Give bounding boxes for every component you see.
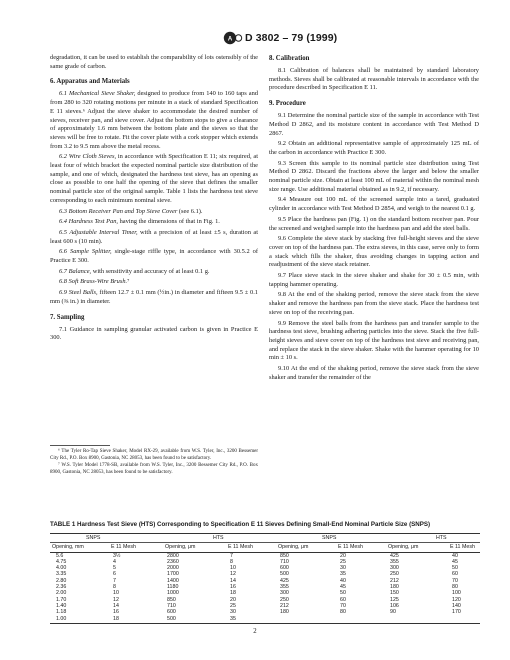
- paragraph-6-5: [50, 229, 258, 246]
- paragraph-6-6: [50, 248, 258, 265]
- footnote-divider: [50, 445, 110, 446]
- table-cell: 300: [390, 565, 399, 572]
- table-cell: 500: [165, 616, 228, 624]
- table-cell: 70: [340, 602, 346, 609]
- table-cell: 60: [452, 571, 458, 578]
- table-cell: 120: [452, 596, 461, 603]
- svg-text:A: A: [227, 36, 233, 43]
- table-cell: 180: [390, 584, 399, 591]
- table-cell: 500: [280, 571, 289, 578]
- table-cell: 2.80: [56, 577, 67, 584]
- table-cell: 10: [230, 565, 236, 572]
- table-cell: 14: [230, 577, 236, 584]
- table-cell: 5.6: [56, 552, 64, 559]
- table-cell: 20: [230, 596, 236, 603]
- table-cell: 1700: [167, 571, 179, 578]
- table-cell: 8: [113, 584, 116, 591]
- table-cell: 2800: [167, 552, 179, 559]
- column-header: E 11 Mesh: [450, 543, 480, 552]
- table-cell: 1.18: [56, 609, 67, 616]
- term: 6.9 Steel Balls,: [59, 289, 98, 297]
- table-cell: 850: [280, 552, 289, 559]
- term: 6.6 Sample Splitter,: [59, 248, 112, 256]
- group-header: SNPS: [278, 534, 388, 543]
- table-cell: 80: [452, 584, 458, 591]
- paragraph-9-5: 9.5 Place the hardness pan (Fig. 1) on the standard bottom receiver pan. Pour the screened and weighed sample into the hardness pan and add the steel balls.: [269, 215, 479, 232]
- table-cell: 16: [113, 609, 119, 616]
- term: 6.5 Adjustable Interval Timer,: [59, 228, 138, 236]
- standard-designation: D 3802 – 79 (1999): [245, 32, 338, 44]
- table-row: [50, 616, 480, 624]
- table-group-header-row: [50, 534, 480, 543]
- term: 6.8 Soft Brass-Wire Brush.: [59, 278, 128, 286]
- table-cell: 425: [390, 552, 399, 559]
- table-cell: 40: [340, 577, 346, 584]
- paragraph-6-3: [50, 208, 258, 217]
- table-cell: 45: [452, 558, 458, 565]
- table-cell: 355: [280, 584, 289, 591]
- table-cell: 20: [340, 552, 346, 559]
- column-header: E 11 Mesh: [338, 543, 388, 552]
- text: (see 6.1).: [177, 207, 203, 215]
- table-cell: 18: [111, 616, 165, 624]
- table-cell: [450, 616, 480, 624]
- paragraph-9-7: 9.7 Place sieve stack in the sieve shaker and shake for 30 ± 0.5 min, with tapping hammer operating.: [269, 272, 479, 288]
- table-cell: 1180: [167, 584, 179, 591]
- term: 6.4 Hardness Test Pan,: [59, 218, 118, 226]
- paragraph-6-7: [50, 268, 258, 277]
- table-cell: [278, 616, 338, 624]
- term: 6.3 Bottom Receiver Pan and Top Sieve Cover: [59, 207, 178, 215]
- table-cell: 30: [340, 565, 346, 572]
- table-cell: 6: [113, 571, 116, 578]
- table-cell: 250: [390, 571, 399, 578]
- table-cell: [388, 616, 450, 624]
- table-cell: [338, 616, 388, 624]
- table-cell: 12: [230, 571, 236, 578]
- group-header: SNPS: [50, 534, 165, 543]
- table-cell: 1.00: [50, 616, 111, 624]
- table-cell: 355: [390, 558, 399, 565]
- column-header: E 11 Mesh: [111, 543, 165, 552]
- paragraph-9-2: 9.2 Obtain an additional representative sample of approximately 125 mL of the carbon in accordance with Practice E 300.: [269, 140, 479, 156]
- group-header: HTS: [388, 534, 480, 543]
- table-cell: 90: [390, 609, 396, 616]
- table-cell: 4.75: [56, 558, 67, 565]
- table-row: [50, 552, 480, 559]
- table-cell: 80: [340, 609, 346, 616]
- table-cell: 170: [452, 609, 461, 616]
- table-cell: 25: [230, 602, 236, 609]
- paragraph-7-1: 7.1 Guidance in sampling granular activated carbon is given in Practice E 300.: [50, 325, 258, 342]
- paragraph-9-3: 9.3 Screen this sample to its nominal particle size distribution using Test Method D 2862. Discard the fractions above the larger and below the smaller nominal particle size. Obtain at least 100 mL of material within the nominal mesh size range. Use additional material obtained as in 9.2, if necessary.: [269, 159, 479, 193]
- table-cell: 300: [280, 590, 289, 597]
- text: with a precision of at least ±5 s, duration at least 600 s (10 min).: [50, 228, 258, 245]
- section-9-heading: 9. Procedure: [269, 100, 306, 108]
- table-cell: 7: [113, 577, 116, 584]
- page-number: 2: [253, 628, 257, 635]
- table-cell: 8: [230, 558, 233, 565]
- table-cell: 2.36: [56, 584, 67, 591]
- table-cell: 140: [452, 602, 461, 609]
- table-cell: 212: [280, 602, 289, 609]
- table-cell: 16: [230, 584, 236, 591]
- section-7-heading: 7. Sampling: [50, 313, 85, 321]
- term: 6.1 Mechanical Sieve Shaker,: [59, 90, 136, 98]
- footnote-7: ⁷ W.S. Tyler Model 1778-SB, available from W.S. Tyler, Inc., 3200 Bessemer City Rd., P.O. Box 8900, Gastonia, NC 28053, has been found to be satisfactory.: [50, 463, 258, 475]
- astm-logo-icon: [223, 31, 243, 45]
- table-cell: 2360: [167, 558, 179, 565]
- text: single-stage riffle type, in accordance with 30.5.2 of Practice E 300.: [50, 248, 258, 265]
- table-cell: 18: [230, 590, 236, 597]
- footnote-6: ⁶ The Tyler Ro-Tap Sieve Shaker, Model RX-29, available from W.S. Tyler, Inc., 3200 Bessemer City Rd., P.O. Box 8900, Gastonia, NC 28053, has been found to be satisfactory.: [50, 449, 258, 461]
- text: in accordance with Specification E 11; six required, at least four of which bracket the expected nominal particle size distribution of the sample, and one of which, designated the hardness test sieve, has an opening as close as possible to one half the opening of the sieve that defines the smaller nominal particle size of the original sample. Table 1 lists the hardness test sieve corresponding to each minimum nominal sieve.: [50, 153, 258, 204]
- column-header: Opening, μm: [278, 543, 338, 552]
- table-cell: 1400: [167, 577, 179, 584]
- table-cell: 850: [167, 596, 176, 603]
- column-header: Opening, μm: [388, 543, 450, 552]
- paragraph-9-4: 9.4 Measure out 100 mL of the screened sample into a tared, graduated cylinder in accordance with Test Method D 2854, and weigh to the nearest 0.1 g.: [269, 196, 479, 213]
- table-cell: 60: [340, 596, 346, 603]
- table-cell: 3.35: [56, 571, 67, 578]
- page-header: [0, 31, 510, 45]
- table-cell: 12: [113, 596, 119, 603]
- paragraph-6-9: [50, 289, 258, 306]
- table-cell: 40: [452, 552, 458, 559]
- left-column: [50, 54, 258, 345]
- footnotes: [50, 449, 258, 477]
- term: 6.7 Balance,: [59, 267, 92, 275]
- table-cell: 2000: [167, 565, 179, 572]
- table-cell: 5: [113, 565, 116, 572]
- table-cell: 710: [280, 558, 289, 565]
- table-caption: TABLE 1 Hardness Test Sieve (HTS) Corresponding to Specification E 11 Sieves Defining Small-End Nominal Particle Size (SNPS): [50, 521, 431, 528]
- section-6-heading: 6. Apparatus and Materials: [50, 78, 130, 86]
- table-cell: 70: [452, 577, 458, 584]
- table-cell: 150: [390, 590, 399, 597]
- table-cell: 2.00: [56, 590, 67, 597]
- text: with sensitivity and accuracy of at least 0.1 g.: [91, 267, 210, 275]
- paragraph-9-9: 9.9 Remove the steel balls from the hardness pan and transfer sample to the hardness test sieve, brushing adhering particles into the sieve. Stack the five full-height sieves and sieve cover on top of the hardness test sieve and receiving pan, and replace the stack in the sieve shaker. Shake with the hammer operating for 10 min ± 10 s.: [269, 319, 479, 362]
- table-cell: 30: [230, 609, 236, 616]
- table-cell: 106: [390, 602, 399, 609]
- text: having the dimensions of that in Fig. 1.: [118, 218, 220, 226]
- table-sub-header-row: [50, 543, 480, 552]
- term: 6.2 Wire Cloth Sieves,: [59, 153, 117, 161]
- paragraph-6-1: [50, 90, 258, 151]
- table-cell: 4.00: [56, 565, 67, 572]
- paragraph-9-1: 9.1 Determine the nominal particle size of the sample in accordance with Test Method D 2862, and its moisture content in accordance with Test Method D 2867.: [269, 112, 479, 137]
- paragraph-9-10: 9.10 At the end of the shaking period, remove the sieve stack from the sieve shaker and transfer the remainder of the: [269, 365, 479, 381]
- column-header: Opening, μm: [165, 543, 228, 552]
- table-cell: 25: [340, 558, 346, 565]
- table-cell: 1000: [167, 590, 179, 597]
- hardness-sieve-table: [50, 533, 480, 624]
- column-header: Opening, mm: [50, 543, 111, 552]
- paragraph-intro: degradation, it can be used to establish the comparability of lots ostensibly of the same grade of carbon.: [50, 54, 258, 70]
- text: fifteen 12.7 ± 0.1 mm (½in.) in diameter and fifteen 9.5 ± 0.1 mm (⅜ in.) in diameter.: [50, 289, 258, 305]
- table-cell: 600: [280, 565, 289, 572]
- table-cell: 600: [167, 609, 176, 616]
- table-cell: 125: [390, 596, 399, 603]
- text: ⁷: [127, 278, 130, 286]
- paragraph-8-1: 8.1 Calibration of balances shall be maintained by standard laboratory methods. Sieves shall be calibrated at reasonable intervals in accordance with the procedure described in Specification E 11.: [269, 67, 479, 92]
- table-cell: 4: [113, 558, 116, 565]
- paragraph-6-8: [50, 278, 258, 287]
- table-cell: 212: [390, 577, 399, 584]
- paragraph-9-8: 9.8 At the end of the shaking period, remove the sieve stack from the sieve shaker and remove the hardness pan from the sieve stack. Place the hardness test sieve on top of the receiving pan.: [269, 291, 479, 316]
- table-cell: 1.70: [56, 596, 67, 603]
- text: designed to produce from 140 to 160 taps and from 280 to 320 rotating motions per minute in a stack of standard Specification E 11 sieves.⁶ Adjust the sieve shaker to accommodate the desired number of sieves, receiver pan, and sieve cover. Adjust the bottom stops to give a clearance of approximately 1.6 mm between the bottom plate and the sieves so that the sieves will be free to rotate. Fit the cover plate with a cork stopper which extends from 3.2 to 9.5 mm above the metal recess.: [50, 90, 258, 150]
- paragraph-9-6: 9.6 Complete the sieve stack by stacking five full-height sieves and the sieve cover on top of the hardness pan. The extra sieves, in this case, serve only to form a stack which fills the shaker, thus avoiding changes in tapping action and readjustment of the sieve stack retainer.: [269, 235, 479, 269]
- table-cell: 7: [230, 552, 233, 559]
- table-body: [50, 552, 480, 623]
- table-cell: 14: [113, 602, 119, 609]
- table-cell: 50: [340, 590, 346, 597]
- paragraph-6-2: [50, 153, 258, 205]
- paragraph-6-4: [50, 218, 258, 227]
- group-header: HTS: [165, 534, 278, 543]
- table-cell: 710: [167, 602, 176, 609]
- table-cell: 180: [280, 609, 289, 616]
- table-cell: 3½: [113, 552, 121, 559]
- column-header: E 11 Mesh: [228, 543, 278, 552]
- table-cell: 100: [452, 590, 461, 597]
- table-cell: 45: [340, 584, 346, 591]
- section-8-heading: 8. Calibration: [269, 55, 310, 62]
- table-cell: 250: [280, 596, 289, 603]
- table-cell: 425: [280, 577, 289, 584]
- right-column: [269, 54, 479, 385]
- table-cell: 10: [113, 590, 119, 597]
- table-cell: 1.40: [56, 602, 67, 609]
- table-cell: 35: [340, 571, 346, 578]
- table-cell: 50: [452, 565, 458, 572]
- table-cell: 35: [228, 616, 278, 624]
